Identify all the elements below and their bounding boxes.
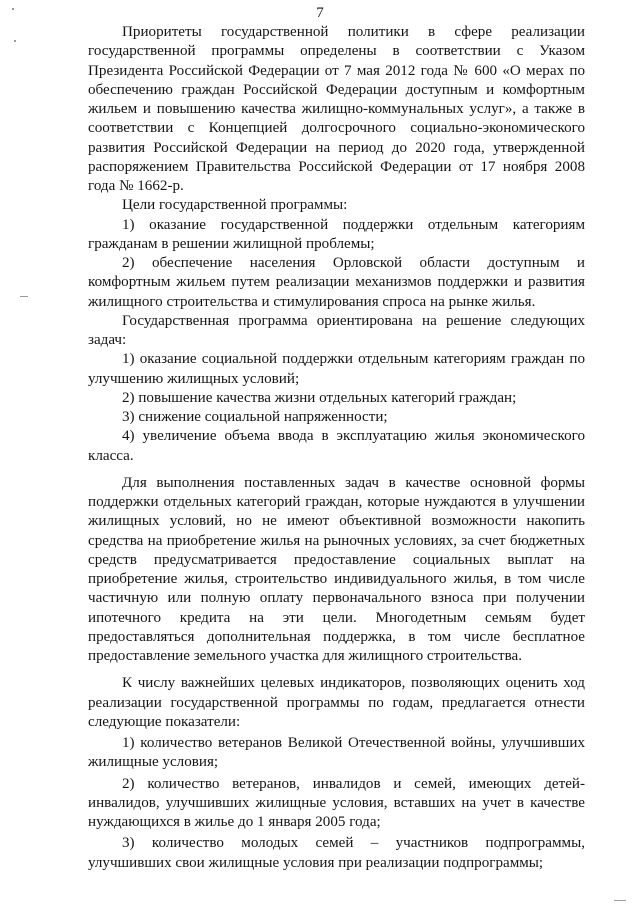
list-item-indicator-1: 1) количество ветеранов Великой Отечественной войны, улучшивших жилищные условия; <box>88 735 585 771</box>
scan-mark-top <box>12 8 14 10</box>
paragraph-priorities: Приоритеты государственной политики в сфере реализации государственной программы определены в соответствии с Указом Президента Российской Федерации от 7 мая 2012 года № 600 «О мерах по обеспечению граждан Российской Федерации доступным и комфортным жильем и повышению качества жилищно-коммунальных услуг», а также в соответствии с Концепцией долгосрочного социально-экономического развития Российской Федерации на период до 2020 года, утвержденной распоряжением Правительства Российской Федерации от 17 ноября 2008 года № 1662-р. <box>88 24 585 194</box>
list-item-task-4: 4) увеличение объема ввода в эксплуатацию жилья экономического класса. <box>88 428 585 464</box>
paragraph-goals-heading: Цели государственной программы: <box>122 197 348 214</box>
list-item-task-2: 2) повышение качества жизни отдельных категорий граждан; <box>122 389 517 406</box>
list-item-indicator-3: 3) количество молодых семей – участников подпрограммы, улучшивших свои жилищные условия при реализации подпрограммы; <box>88 835 585 871</box>
scan-mark-left <box>14 40 16 42</box>
document-body <box>88 23 585 873</box>
list-item-goal-1: 1) оказание государственной поддержки отдельным категориям гражданам в решении жилищной проблемы; <box>88 216 585 252</box>
scan-mark-bottom <box>614 900 626 901</box>
list-item-task-3: 3) снижение социальной напряженности; <box>122 409 388 425</box>
paragraph-tasks-heading: Государственная программа ориентирована на решение следующих задач: <box>88 312 585 348</box>
list-item-indicator-2: 2) количество ветеранов, инвалидов и семей, имеющих детей-инвалидов, улучшивших жилищные условия, вставших на учет в качестве нуждающихся в жилье до 1 января 2005 года; <box>88 775 585 830</box>
list-item-goal-2: 2) обеспечение населения Орловской области доступным и комфортным жильем путем реализации механизмов поддержки и развития жилищного строительства и стимулирования спроса на рынке жилья. <box>88 255 585 310</box>
paragraph-support-forms: Для выполнения поставленных задач в качестве основной формы поддержки отдельных категорий граждан, которые нуждаются в улучшении жилищных условий, но не имеют объективной возможности накопить средства на приобретение жилья на рыночных условиях, за счет бюджетных средств предусматривается предоставление социальных выплат на приобретение жилья, строительство индивидуального жилья, в том числе частичную или полную оплату первоначального взноса при получении ипотечного кредита на эти цели. Многодетным семьям будет предоставляться дополнительная поддержка, в том числе бесплатное предоставление земельного участка для жилищного строительства. <box>88 474 585 664</box>
paragraph-indicators-heading: К числу важнейших целевых индикаторов, позволяющих оценить ход реализации государственной программы по годам, предлагается отнести следующие показатели: <box>88 675 585 730</box>
scan-mark-middle <box>20 296 28 297</box>
list-item-task-1: 1) оказание социальной поддержки отдельным категориям граждан по улучшению жилищных условий; <box>88 351 585 387</box>
page-number: 7 <box>316 5 324 21</box>
